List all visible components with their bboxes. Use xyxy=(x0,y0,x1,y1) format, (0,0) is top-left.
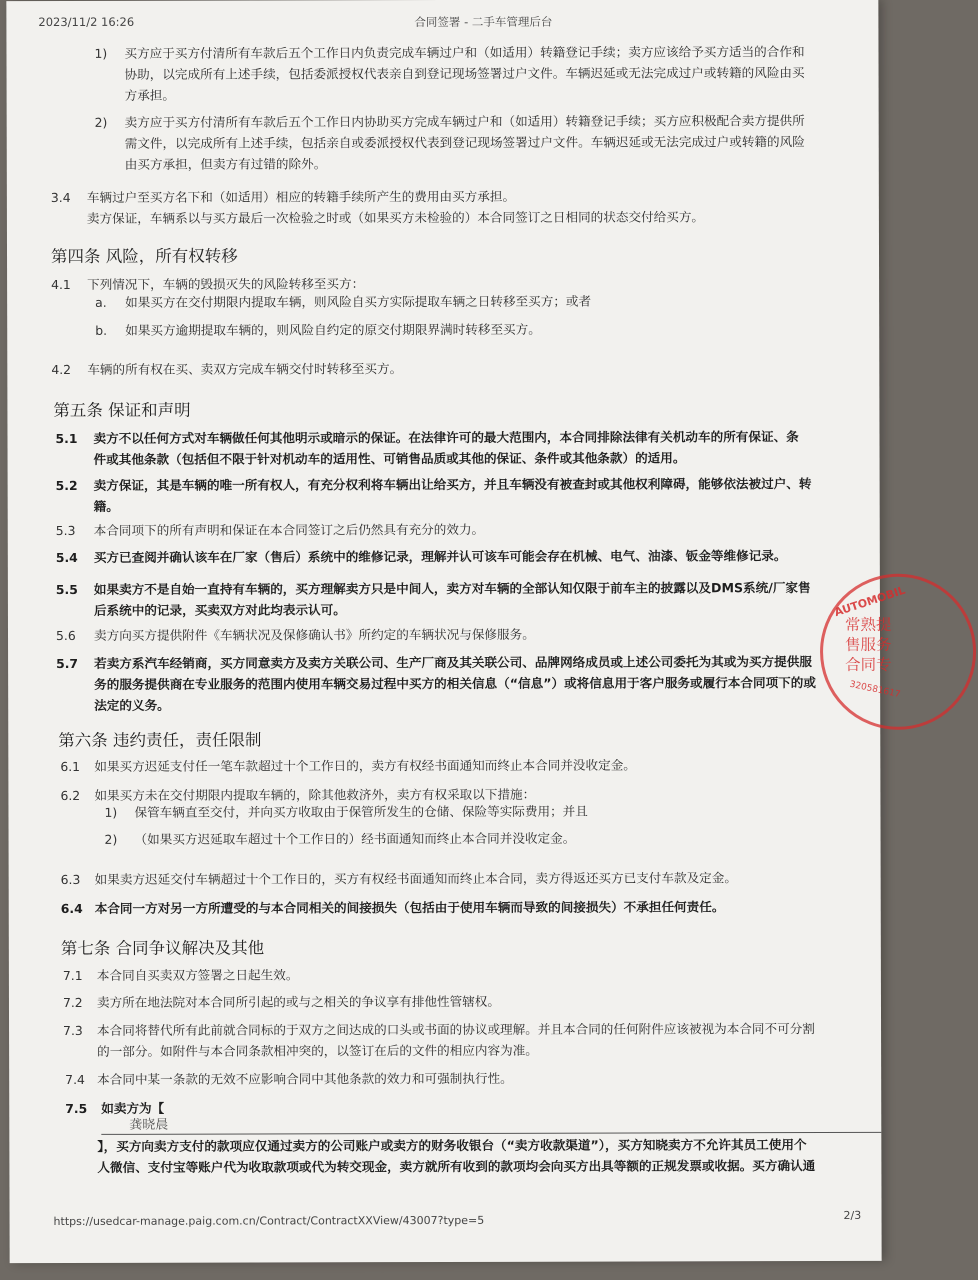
company-seal-stamp xyxy=(820,574,976,730)
clause-number: 5.7 xyxy=(56,655,79,672)
stamp-line: 合同专 xyxy=(845,655,892,674)
clause-text-line: 卖方保证，车辆系以与买方最后一次检验之时或（如果买方未检验的）本合同签订之日相同的状态交付给买方。 xyxy=(86,209,705,226)
clause-number: a. xyxy=(95,294,107,310)
page-number: 2/3 xyxy=(843,1208,862,1222)
clause-text-line: 本合同中某一条款的无效不应影响合同中其他条款的效力和可强制执行性。 xyxy=(97,1070,513,1087)
clause-text-line: 买方已查阅并确认该车在厂家（售后）系统中的维修记录，理解并认可该车可能会存在机械、电气、油漆、钣金等维修记录。 xyxy=(93,548,787,565)
clause-text-line: 卖方保证，其是车辆的唯一所有权人，有充分权利将车辆出让给买方，并且车辆没有被查封或其他权利障碍，能够依法被过户、转 xyxy=(93,476,812,493)
stamp-line: 常熟提 xyxy=(844,615,892,634)
clause-number: 5.4 xyxy=(55,549,78,566)
clause-number: 6.3 xyxy=(60,871,81,888)
clause-number: 7.1 xyxy=(62,967,83,983)
clause-number: 6.4 xyxy=(60,900,83,917)
clause-text-line: 籍。 xyxy=(93,498,119,514)
clause-text-line: 务的服务提供商在专业服务的范围内使用车辆交易过程中买方的相关信息（“信息”）或将信息用于客户服务或履行本合同项下的或 xyxy=(94,675,816,692)
clause-text-line: 车辆的所有权在买、卖双方完成车辆交付时转移至买方。 xyxy=(87,361,403,377)
clause-number: 5.2 xyxy=(55,477,78,494)
clause-text-line: （如果买方迟延取车超过十个工作日的）经书面通知而终止本合同并没收定金。 xyxy=(134,830,576,847)
clause-text-line: 若卖方系汽车经销商，买方同意卖方及卖方关联公司、生产厂商及其关联公司、品牌网络成员或上述公司委托为其或为买方提供服 xyxy=(94,654,812,671)
clause-text-line: 方承担。 xyxy=(124,87,175,103)
clause-text-line: 卖方所在地法院对本合同所引起的或与之相关的争议享有排他性管辖权。 xyxy=(96,993,500,1010)
clause-text-line: 如果卖方不是自始一直持有车辆的，买方理解卖方只是中间人，卖方对车辆的全部认知仅限于前车主的披露以及DMS系统/厂家售 xyxy=(93,580,811,597)
clause-text-line: 卖方应于买方付清所有车款后五个工作日内协助买方完成车辆过户和（如适用）转籍登记手续；买方应积极配合卖方提供所 xyxy=(124,113,805,130)
clause-text-line: 如果买方未在交付期限内提取车辆的，除其他救济外，卖方有权采取以下措施： xyxy=(94,786,536,803)
clause-number: 3.4 xyxy=(50,189,71,206)
clause-number: 6.2 xyxy=(60,787,81,804)
clause-text-line: 卖方不以任何方式对车辆做任何其他明示或暗示的保证。在法律许可的最大范围内，本合同排除法律有关机动车的所有保证、条 xyxy=(93,429,799,446)
section-heading: 第四条 风险，所有权转移 xyxy=(50,246,238,267)
clause-number: 5.6 xyxy=(55,627,76,644)
clause-text-line: 人微信、支付宝等账户代为收取款项或代为转交现金，卖方就所有收到的款项均会向买方出具等额的正规发票或收据。买方确认通 xyxy=(97,1158,816,1175)
clause-number: 2) xyxy=(94,114,108,130)
clause-text-line: 件或其他条款（包括但不限于针对机动车的适用性、可销售品质或其他的保证、条件或其他条款）的适用。 xyxy=(93,450,686,467)
clause-text-line: 卖方向买方提供附件《车辆状况及保修确认书》所约定的车辆状况与保修服务。 xyxy=(93,626,535,643)
clause-text-line: 由买方承担，但卖方有过错的除外。 xyxy=(124,156,327,172)
clause-number: 7.3 xyxy=(63,1022,83,1038)
clause-text-line: 如果买方逾期提取车辆的，则风险自约定的原交付期限界满时转移至买方。 xyxy=(125,321,541,338)
section-heading: 第六条 违约责任，责任限制 xyxy=(58,730,262,751)
clause-number: 7.4 xyxy=(65,1071,85,1087)
clause-text-line: 本合同项下的所有声明和保证在本合同签订之后仍然具有充分的效力。 xyxy=(93,521,485,538)
clause-text-line: 保管车辆直至交付，并向买方收取由于保管所发生的仓储、保险等实际费用；并且 xyxy=(134,803,588,820)
clause-number: 1) xyxy=(94,45,108,61)
clause-number: 5.1 xyxy=(55,430,78,447)
clause-text-line: 的一部分。如附件与本合同条款相冲突的，以签订在后的文件的相应内容为准。 xyxy=(97,1042,538,1059)
page-header-title: 合同签署 - 二手车管理后台 xyxy=(414,14,553,30)
clause-text-line: 下列情况下，车辆的毁损灭失的风险转移至买方： xyxy=(87,276,365,292)
clause-number: 4.2 xyxy=(51,361,72,378)
clause-number: 4.1 xyxy=(51,276,71,293)
clause-text-line: 本合同一方对另一方所遭受的与本合同相关的间接损失（包括由于使用车辆而导致的间接损失）不承担任何责任。 xyxy=(94,899,725,916)
clause-number: 1) xyxy=(104,804,118,820)
clause-text-line: 买方应于买方付清所有车款后五个工作日内负责完成车辆过户和（如适用）转籍登记手续；卖方应该给予买方适当的合作和 xyxy=(124,44,805,61)
stamp-line: 售服务 xyxy=(845,635,892,654)
clause-text-line: 车辆过户至买方名下和（如适用）相应的转籍手续所产生的费用由买方承担。 xyxy=(86,188,516,205)
clause-text-line: 协助，以完成所有上述手续，包括委派授权代表亲自到登记现场签署过户文件。车辆迟延或无法完成过户或转籍的风险由买 xyxy=(124,65,805,82)
clause-number: 5.3 xyxy=(55,522,76,539)
clause-text-line: 后系统中的记录，买卖双方对此均表示认可。 xyxy=(93,602,346,618)
clause-text-line: 本合同将替代所有此前就合同标的于双方之间达成的口头或书面的协议或理解。并且本合同的任何附件应该被视为本合同不可分割 xyxy=(97,1021,815,1038)
clause-number: 6.1 xyxy=(60,758,81,775)
clause-number: 7.5 xyxy=(65,1100,88,1116)
section-heading: 第七条 合同争议解决及其他 xyxy=(60,938,265,959)
stamp-code: 320581617 xyxy=(848,679,902,701)
clause-text-line: 法定的义务。 xyxy=(94,697,170,713)
clause-text-line: 如果卖方迟延交付车辆超过十个工作日的，买方有权经书面通知而终止本合同，卖方得返还买方已支付车款及定金。 xyxy=(94,870,737,887)
clause-number: 2) xyxy=(104,831,118,847)
clause-number: 5.5 xyxy=(55,581,78,598)
clause-text-line: 如果买方迟延支付任一笔车款超过十个工作日的，卖方有权经书面通知而终止本合同并没收定金。 xyxy=(94,757,636,774)
footer-url: https://usedcar-manage.paig.com.cn/Contract/ContractXXView/43007?type=5 xyxy=(53,1213,485,1229)
clause-text-line: 本合同自买卖双方签署之日起生效。 xyxy=(96,967,299,983)
clause-number: 7.2 xyxy=(62,994,83,1010)
clause-number: b. xyxy=(95,322,108,338)
stamp-text-top: AUTOMOBIL xyxy=(832,583,907,620)
section-heading: 第五条 保证和声明 xyxy=(53,400,191,421)
clause-text-line: 需文件，以完成所有上述手续，包括亲自或委派授权代表到登记现场签署过户文件。车辆迟延或无法完成过户或转籍的风险 xyxy=(124,134,805,151)
clause-text-line: 如卖方为【 xyxy=(101,1100,165,1116)
handwritten-signature: 龚晓晨 xyxy=(129,1117,169,1133)
clause-text-line: 如果买方在交付期限内提取车辆，则风险自买方实际提取车辆之日转移至买方；或者 xyxy=(125,293,592,310)
stamp-text-main xyxy=(845,615,892,675)
clause-text-line: 】，买方向卖方支付的款项应仅通过卖方的公司账户或卖方的财务收银台（“卖方收款渠道”），买方知晓卖方不允许其员工使用个 xyxy=(97,1137,807,1154)
print-datetime: 2023/11/2 16:26 xyxy=(38,14,135,30)
contract-page xyxy=(6,0,907,1263)
